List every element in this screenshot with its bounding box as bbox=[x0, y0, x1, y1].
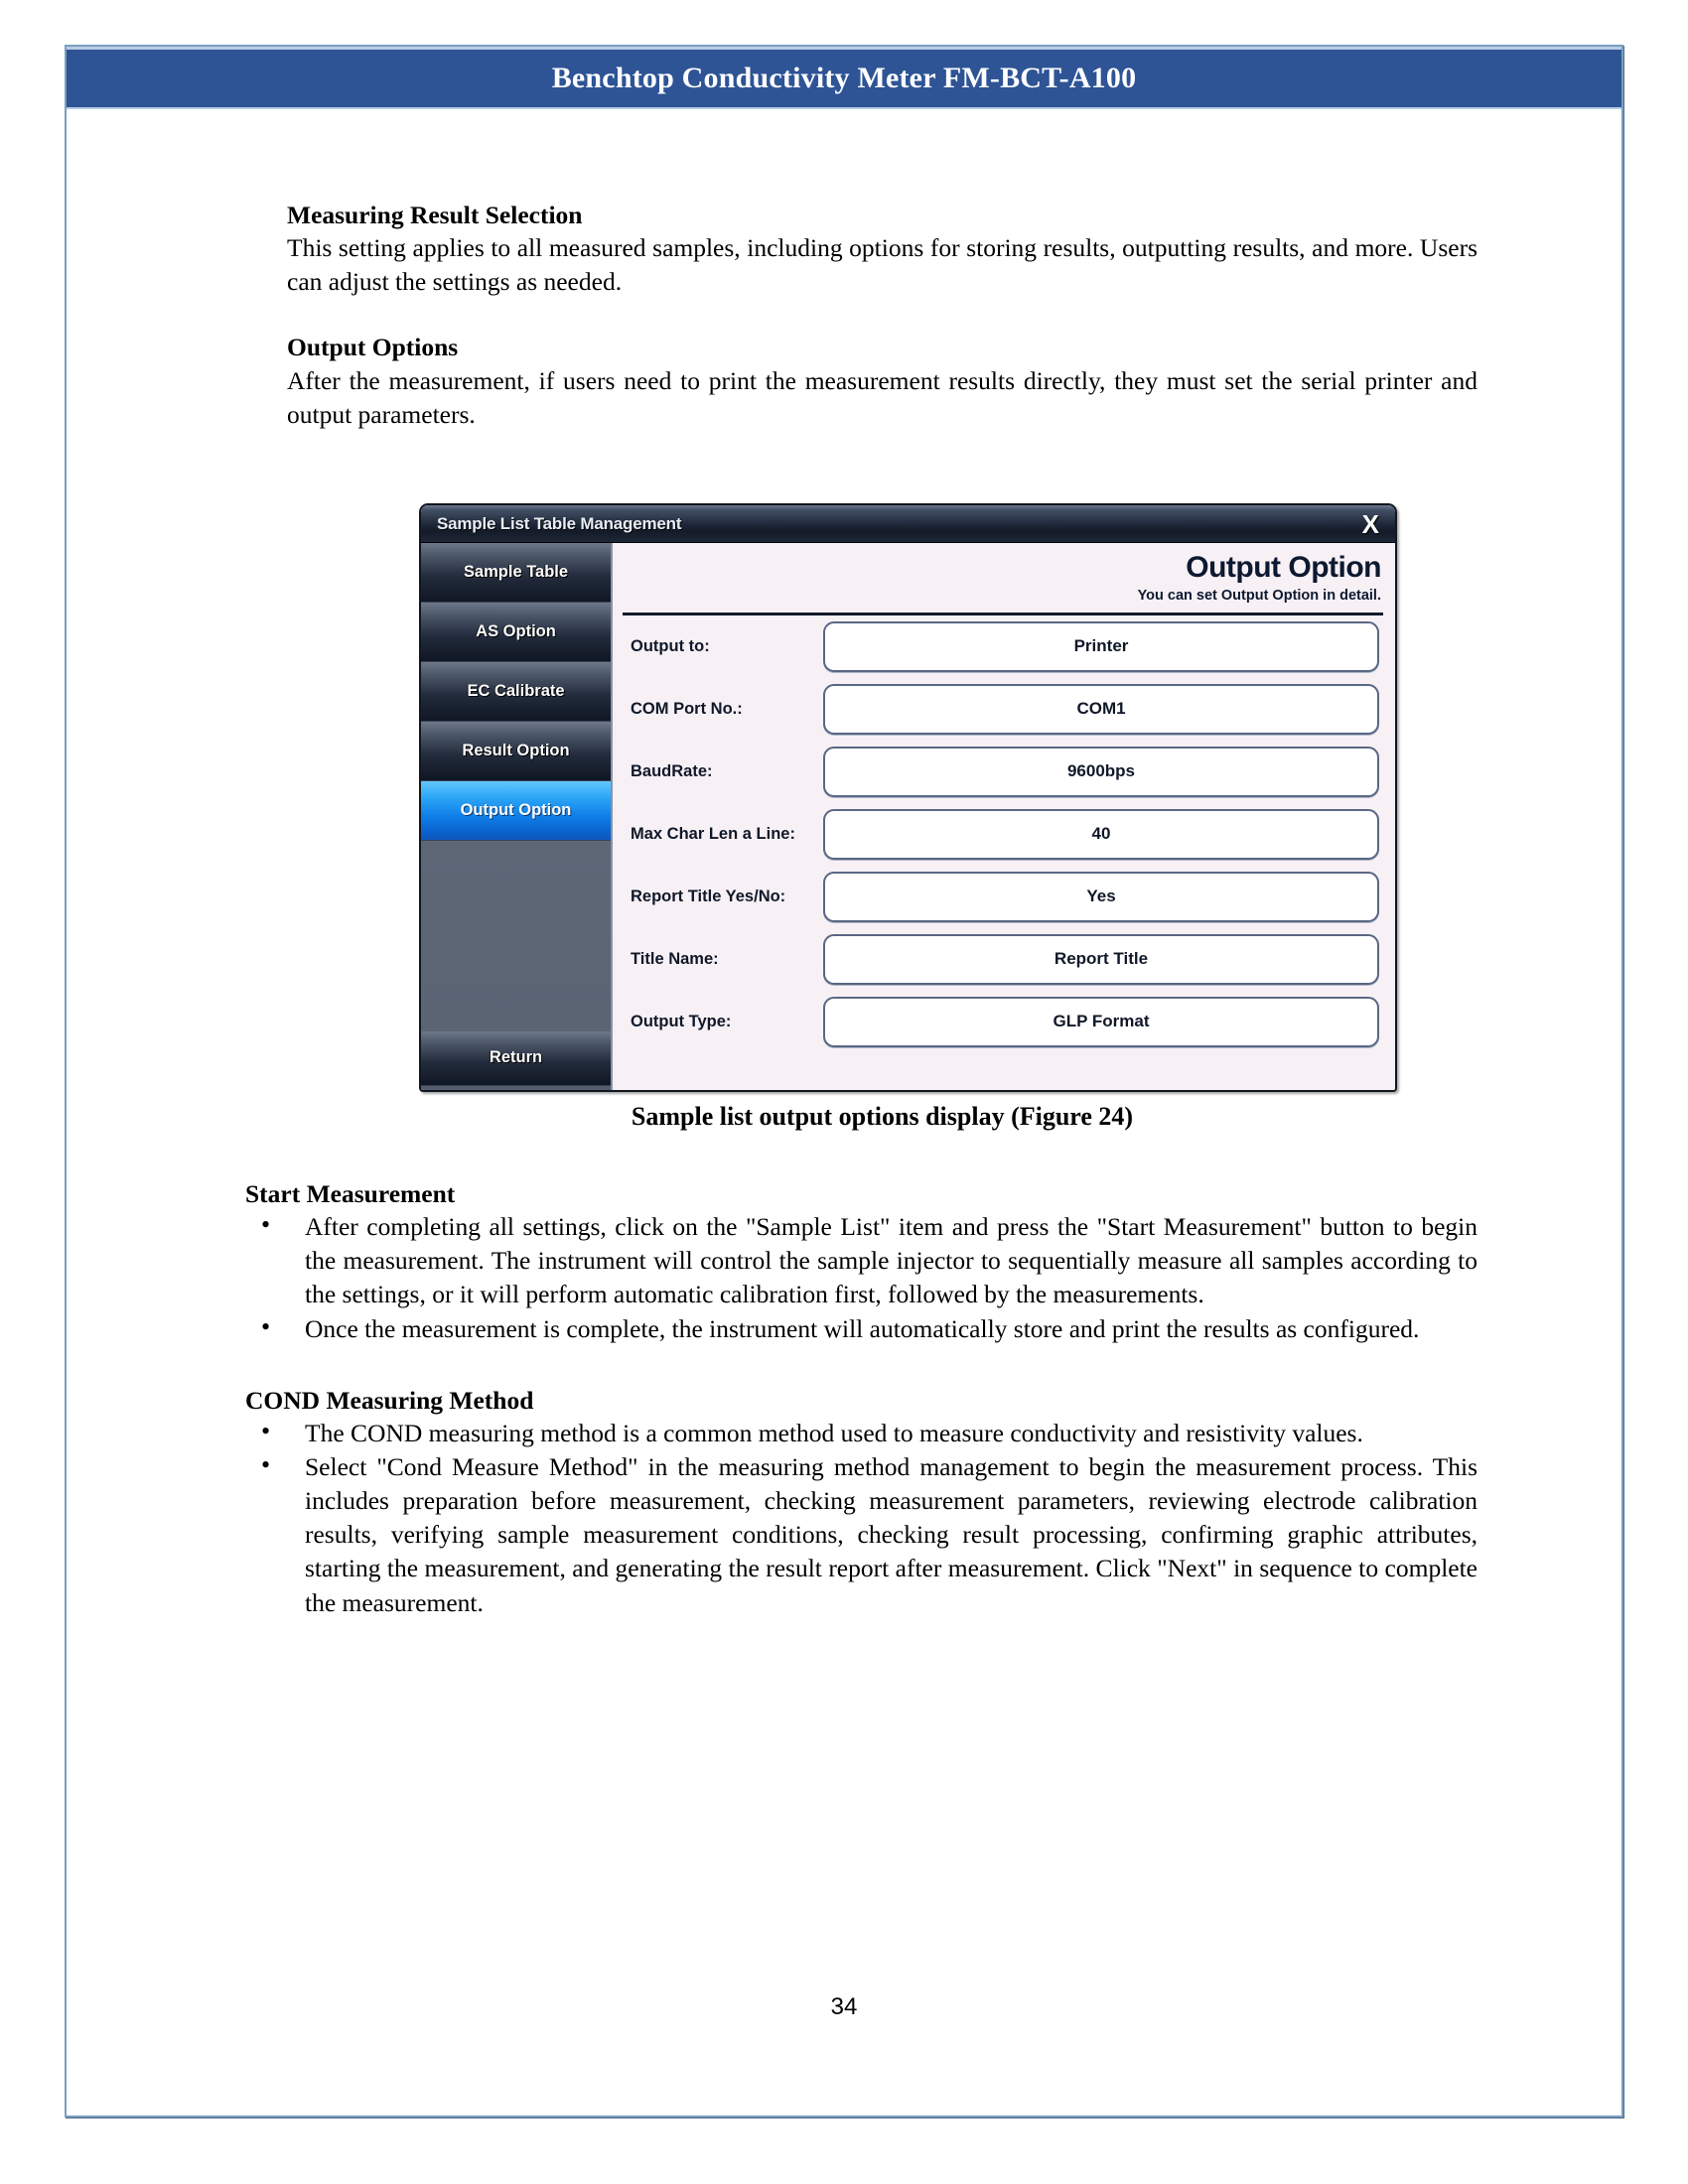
spacer bbox=[67, 161, 1621, 199]
device-window-title: Sample List Table Management bbox=[437, 513, 682, 533]
field-value-output-to[interactable]: Printer bbox=[823, 621, 1379, 672]
field-value-output-type[interactable]: GLP Format bbox=[823, 997, 1379, 1047]
spacer bbox=[67, 432, 1621, 503]
field-label-output-type: Output Type: bbox=[631, 1012, 732, 1030]
spacer bbox=[67, 1346, 1621, 1384]
field-row-max-char-len-a-line bbox=[615, 803, 1395, 866]
field-row-baudrate bbox=[615, 741, 1395, 803]
close-icon[interactable]: X bbox=[1361, 508, 1379, 539]
sidebar-item-output-option[interactable]: Output Option bbox=[421, 781, 611, 841]
sidebar-item-ec-calibrate[interactable]: EC Calibrate bbox=[421, 662, 611, 722]
list-cond-measuring-method bbox=[245, 1417, 1477, 1620]
list-item: • Once the measurement is complete, the instrument will automatically store and print the results as configured. bbox=[245, 1312, 1477, 1346]
paragraph-output-options: After the measurement, if users need to print the measurement results directly, they must set the serial printer and output parameters. bbox=[287, 365, 1477, 429]
panel-title: Output Option bbox=[1186, 550, 1381, 584]
list-item: • Select "Cond Measure Method" in the measuring method management to begin the measurement process. This includes preparation before measurement, checking measurement parameters, reviewing electrode calibration results, verifying sample measurement conditions, checking result processing, confirming graphic attributes, starting the measurement, and generating the result report after measurement. Click "Next" in sequence to complete the measurement. bbox=[245, 1450, 1477, 1620]
document-body bbox=[67, 109, 1621, 1620]
heading-measuring-result-selection: Measuring Result Selection bbox=[287, 201, 583, 229]
document-header-banner bbox=[67, 47, 1621, 109]
field-value-report-title-yes-no[interactable]: Yes bbox=[823, 872, 1379, 922]
field-label-report-title-yes-no: Report Title Yes/No: bbox=[631, 887, 786, 905]
sidebar-item-sample-table[interactable]: Sample Table bbox=[421, 543, 611, 603]
spacer bbox=[67, 1132, 1621, 1177]
field-label-max-char-len-a-line: Max Char Len a Line: bbox=[631, 824, 795, 843]
field-value-max-char-len-a-line[interactable]: 40 bbox=[823, 809, 1379, 860]
figure-sample-list-output-options bbox=[287, 503, 1477, 1132]
field-row-output-type bbox=[615, 991, 1395, 1053]
field-label-baudrate: BaudRate: bbox=[631, 761, 713, 780]
heading-cond-measuring-method: COND Measuring Method bbox=[245, 1385, 534, 1415]
panel-subtitle: You can set Output Option in detail. bbox=[1137, 587, 1381, 604]
figure-caption: Sample list output options display (Figure 24) bbox=[631, 1101, 1134, 1131]
field-row-com-port-no bbox=[615, 678, 1395, 741]
document-title: Benchtop Conductivity Meter FM-BCT-A100 bbox=[551, 62, 1137, 94]
document-page bbox=[65, 45, 1623, 2117]
field-label-output-to: Output to: bbox=[631, 636, 710, 655]
field-label-title-name: Title Name: bbox=[631, 949, 719, 968]
field-label-com-port-no: COM Port No.: bbox=[631, 699, 743, 718]
sidebar-item-return[interactable]: Return bbox=[421, 1031, 611, 1086]
heading-start-measurement: Start Measurement bbox=[245, 1178, 456, 1208]
spacer bbox=[67, 109, 1621, 161]
section-output-options bbox=[287, 331, 1477, 431]
field-row-report-title-yes-no bbox=[615, 866, 1395, 928]
list-item: • After completing all settings, click on the "Sample List" item and press the "Start Measurement" button to begin the measurement. The instrument will control the sample injector to sequentially measure all samples according to the settings, or it will perform automatic calibration first, followed by the measurements. bbox=[245, 1210, 1477, 1311]
section-measuring-result-selection bbox=[287, 199, 1477, 299]
field-row-title-name bbox=[615, 928, 1395, 991]
device-main-panel bbox=[615, 543, 1395, 1090]
device-sidebar bbox=[421, 543, 613, 1092]
page-number: 34 bbox=[830, 1993, 858, 2020]
sidebar-item-as-option[interactable]: AS Option bbox=[421, 603, 611, 662]
sidebar-empty-area bbox=[421, 841, 611, 1031]
list-item: • The COND measuring method is a common method used to measure conductivity and resistivity values. bbox=[245, 1417, 1477, 1450]
paragraph-measuring-result-selection: This setting applies to all measured samples, including options for storing results, outputting results, and more. Users can adjust the settings as needed. bbox=[287, 233, 1477, 297]
spacer bbox=[67, 299, 1621, 331]
device-titlebar bbox=[421, 505, 1395, 543]
sidebar-item-result-option[interactable]: Result Option bbox=[421, 722, 611, 781]
section-cond-measuring-method bbox=[245, 1384, 1477, 1620]
section-start-measurement bbox=[245, 1177, 1477, 1346]
list-start-measurement bbox=[245, 1210, 1477, 1346]
field-row-output-to bbox=[615, 615, 1395, 678]
field-value-com-port-no[interactable]: COM1 bbox=[823, 684, 1379, 735]
heading-output-options: Output Options bbox=[287, 333, 459, 362]
field-value-title-name[interactable]: Report Title bbox=[823, 934, 1379, 985]
field-value-baudrate[interactable]: 9600bps bbox=[823, 747, 1379, 797]
device-screenshot bbox=[419, 503, 1397, 1092]
